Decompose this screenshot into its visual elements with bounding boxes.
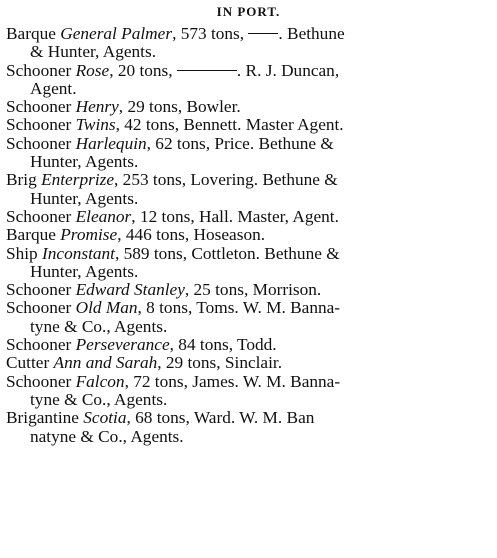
continuation-line: tyne & Co., Agents. xyxy=(30,389,168,409)
ship-entry-rose xyxy=(6,62,494,99)
vessel-name: Falcon xyxy=(75,371,125,391)
vessel-agent: . Bethune xyxy=(278,24,345,43)
vessel-name: Harlequin xyxy=(75,133,147,153)
vessel-detail: , 29 tons, Sinclair. xyxy=(157,353,283,373)
blank-dash xyxy=(177,70,237,71)
vessel-type: Schooner xyxy=(6,371,72,391)
ship-entry-perseverance xyxy=(6,336,494,354)
continuation-line: Agent. xyxy=(30,78,77,98)
vessel-detail: , 446 tons, Hoseason. xyxy=(117,225,266,245)
vessel-type: Schooner xyxy=(6,280,72,300)
vessel-name: Ann and Sarah xyxy=(53,353,158,373)
ship-entry-falcon xyxy=(6,373,494,410)
vessel-name: General Palmer xyxy=(60,24,173,43)
vessel-name: Scotia xyxy=(83,408,127,428)
vessel-type: Schooner xyxy=(6,206,72,226)
continuation-line: Hunter, Agents. xyxy=(30,261,139,281)
ship-entry-henry xyxy=(6,98,494,116)
section-heading: IN PORT. xyxy=(216,4,281,19)
ship-entry-edward-stanley xyxy=(6,281,494,299)
vessel-type: Cutter xyxy=(6,353,50,373)
vessel-type: Brig xyxy=(6,170,37,190)
vessel-detail: , 68 tons, Ward. W. M. Ban xyxy=(126,408,315,428)
ship-list xyxy=(6,25,494,446)
ship-entry-ann-and-sarah xyxy=(6,354,494,372)
vessel-name: Rose xyxy=(75,60,110,80)
vessel-type: Schooner xyxy=(6,133,72,153)
vessel-detail: , 84 tons, Todd. xyxy=(169,335,277,355)
vessel-name: Enterprize xyxy=(41,170,115,190)
vessel-type: Barque xyxy=(6,225,56,245)
vessel-name: Henry xyxy=(75,97,119,117)
vessel-type: Schooner xyxy=(6,298,72,318)
ship-entry-enterprize xyxy=(6,171,494,208)
ship-entry-general-palmer xyxy=(6,25,494,62)
continuation-line: & Hunter, Agents. xyxy=(30,42,157,62)
vessel-name: Promise xyxy=(60,225,118,245)
vessel-detail: , 573 tons, xyxy=(172,24,249,43)
vessel-type: Ship xyxy=(6,243,38,263)
vessel-name: Eleanor xyxy=(75,206,132,226)
vessel-detail: , 8 tons, Toms. W. M. Banna- xyxy=(137,298,341,318)
vessel-detail: , 62 tons, Price. Bethune & xyxy=(146,133,334,153)
vessel-detail: , 12 tons, Hall. Master, Agent. xyxy=(131,206,339,226)
vessel-detail: , 25 tons, Morrison. xyxy=(184,280,322,300)
continuation-line: Hunter, Agents. xyxy=(30,188,139,208)
vessel-type: Schooner xyxy=(6,115,72,135)
continuation-line: natyne & Co., Agents. xyxy=(30,426,184,446)
vessel-detail: , 72 tons, James. W. M. Banna- xyxy=(124,371,341,391)
vessel-name: Inconstant xyxy=(42,243,115,263)
vessel-type: Schooner xyxy=(6,335,72,355)
ship-entry-twins xyxy=(6,116,494,134)
vessel-detail: , 29 tons, Bowler. xyxy=(118,97,241,117)
ship-entry-inconstant xyxy=(6,245,494,282)
vessel-name: Twins xyxy=(75,115,116,135)
continuation-line: Hunter, Agents. xyxy=(30,152,139,172)
vessel-type: Brigantine xyxy=(6,408,79,428)
ship-entry-promise xyxy=(6,226,494,244)
vessel-detail: , 253 tons, Lovering. Bethune & xyxy=(114,170,338,190)
vessel-name: Edward Stanley xyxy=(75,280,185,300)
ship-entry-scotia xyxy=(6,409,494,446)
vessel-name: Old Man xyxy=(75,298,138,318)
ship-entry-old-man xyxy=(6,299,494,336)
continuation-line: tyne & Co., Agents. xyxy=(30,316,168,336)
ship-entry-eleanor xyxy=(6,208,494,226)
vessel-type: Schooner xyxy=(6,60,72,80)
vessel-detail: , 589 tons, Cottleton. Bethune & xyxy=(115,243,340,263)
vessel-type: Barque xyxy=(6,24,56,43)
vessel-name: Perseverance xyxy=(75,335,170,355)
ship-entry-harlequin xyxy=(6,135,494,172)
vessel-detail: , 20 tons, xyxy=(109,60,177,80)
blank-dash xyxy=(248,33,278,34)
vessel-type: Schooner xyxy=(6,97,72,117)
vessel-detail: , 42 tons, Bennett. Master Agent. xyxy=(115,115,344,135)
vessel-agent: . R. J. Duncan, xyxy=(236,60,340,80)
